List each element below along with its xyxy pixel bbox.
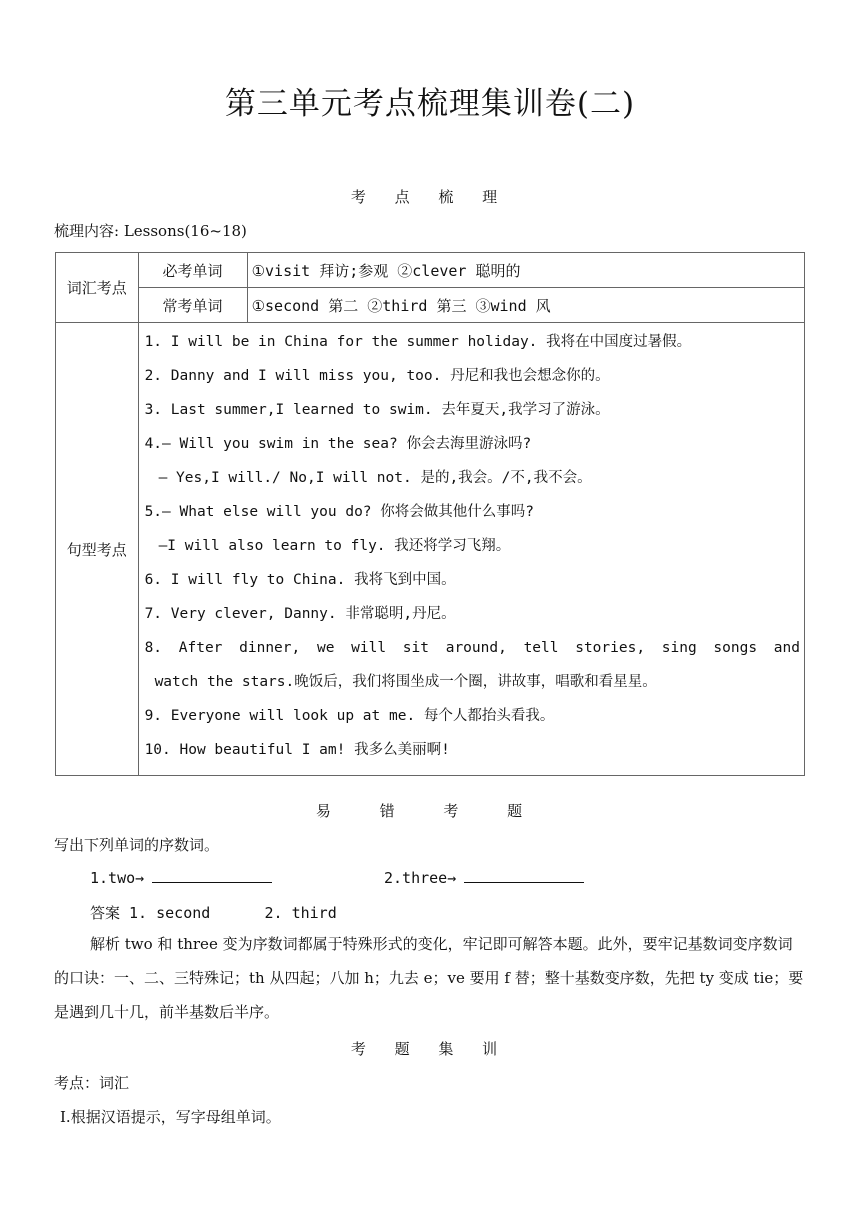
- sentence-list: [138, 323, 804, 776]
- answer-blank-2[interactable]: [464, 868, 584, 883]
- answer-line: 答案 1. second 2. third: [90, 904, 337, 922]
- vocab-category-cell: 词汇考点: [56, 253, 139, 323]
- sentence-item: 3. Last summer,I learned to swim. 去年夏天,我学习了游泳。: [144, 402, 610, 418]
- sentence-item: 7. Very clever, Danny. 非常聪明,丹尼。: [144, 606, 456, 622]
- must-words-label: 必考单词: [138, 253, 247, 288]
- sentence-item: — Yes,I will./ No,I will not. 是的,我会。/不,我不会。: [158, 470, 592, 486]
- answer-blank-1[interactable]: [152, 868, 272, 883]
- must-words: ①visit 拜访;参观 ②clever 聪明的: [247, 253, 804, 288]
- errors-section-heading: 易 错 考 题: [315, 802, 545, 820]
- review-section-heading: 考 点 梳 理: [350, 188, 510, 206]
- sentence-item: 8. After dinner, we will sit around, tell stories, sing songs and: [144, 640, 800, 656]
- training-point: 考点：词汇: [54, 1074, 130, 1092]
- common-words-label: 常考单词: [138, 288, 247, 323]
- sentence-item: 2. Danny and I will miss you, too. 丹尼和我也会想念你的。: [144, 368, 610, 384]
- sentence-category-cell: 句型考点: [56, 323, 139, 776]
- sentence-item: 1. I will be in China for the summer holiday. 我将在中国度过暑假。: [144, 334, 692, 350]
- training-part-1: Ⅰ.根据汉语提示，写字母组单词。: [60, 1108, 281, 1126]
- sentence-item: 10. How beautiful I am! 我多么美丽啊!: [144, 742, 450, 758]
- review-scope: 梳理内容: Lessons(16~18): [54, 222, 247, 240]
- sentence-item: 5.— What else will you do? 你将会做其他什么事吗?: [144, 504, 534, 520]
- question-1-text: 1.two→: [90, 869, 145, 887]
- question-2: [384, 868, 584, 887]
- sentence-item: 9. Everyone will look up at me. 每个人都抬头看我。: [144, 708, 555, 724]
- sentence-item: —I will also learn to fly. 我还将学习飞翔。: [158, 538, 511, 554]
- question-2-text: 2.three→: [384, 869, 457, 887]
- common-words: ①second 第二 ②third 第三 ③wind 风: [247, 288, 804, 323]
- errors-instruction: 写出下列单词的序数词。: [54, 836, 220, 854]
- question-1: [90, 868, 272, 887]
- sentence-item: watch the stars.晚饭后，我们将围坐成一个圈，讲故事，唱歌和看星星。: [154, 674, 657, 690]
- sentence-item: 4.— Will you swim in the sea? 你会去海里游泳吗?: [144, 436, 532, 452]
- page-title: 第三单元考点梳理集训卷(二): [224, 86, 636, 122]
- review-table: [55, 252, 805, 776]
- analysis-paragraph: 解析 two 和 three 变为序数词都属于特殊形式的变化，牢记即可解答本题。此外，要牢记基数词变序数词的口诀：一、二、三特殊记；th 从四起；八加 h；九去 e；ve 要用 f 替；整十基数变序数，先把 ty 变成 tie；要是遇到几十几，前半基数后半序。: [54, 935, 804, 1021]
- training-section-heading: 考 题 集 训: [350, 1040, 510, 1058]
- sentence-item: 6. I will fly to China. 我将飞到中国。: [144, 572, 456, 588]
